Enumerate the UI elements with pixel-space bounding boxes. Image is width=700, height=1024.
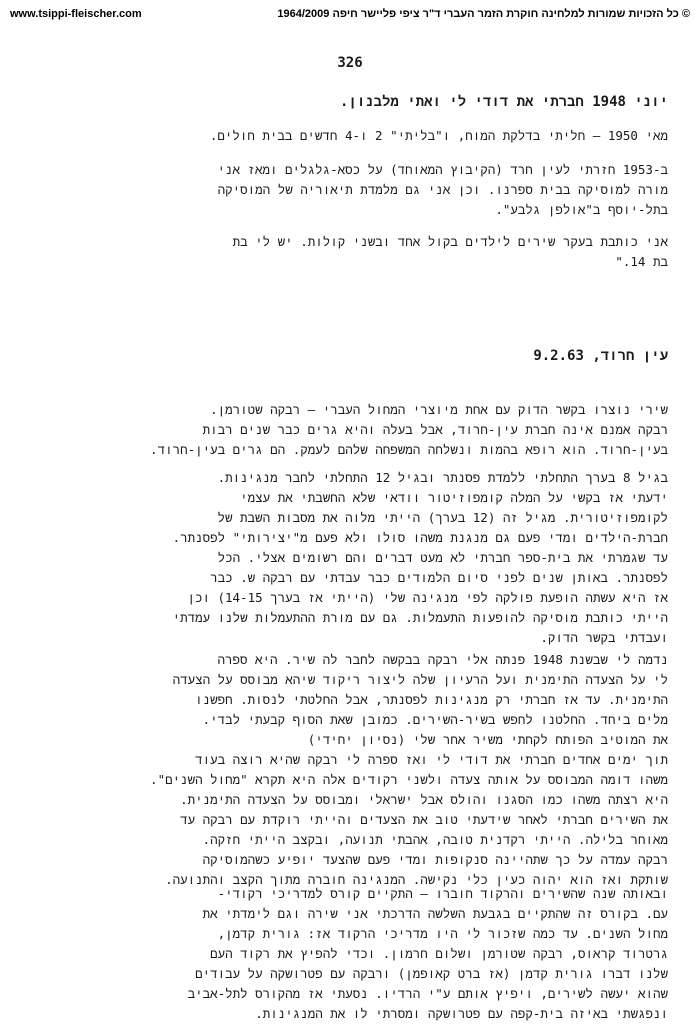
text-line: מלים ביחד. החלטנו לחפש בשיר-השירים. כמובן שאת הסוף קבעתי לבדי.: [202, 712, 668, 727]
dateline-ein-harod: [38, 346, 668, 366]
text-line: אז היא עשתה הופעת פולקה לפי מנגינה שלי (הייתי אז בערך 14-15) וכן: [187, 590, 668, 605]
text-line: לפסנתר. באותן שנים לפני סיום הלמודים כבר עבדתי עם רבקה ש. כבר: [210, 570, 668, 585]
paragraph-childhood: [38, 468, 668, 648]
text-line: בת 14.": [615, 254, 668, 269]
text-line: ונפגשתי באיזה בית-קפה עם פטרושקה ומסרתי לו את המנגינות.: [255, 1006, 668, 1021]
paragraph-1953: [38, 160, 668, 220]
page-number: 326: [337, 55, 363, 71]
text-line: עד שגמרתי את בית-ספר חברתי לא מעט דברים והם רשומים אצלי. הכל: [217, 550, 668, 565]
text-line: היא רצתה משהו כמו הסגנו והולס אבל ישראלי ומבוסס על הצעדה התימנית.: [180, 792, 668, 807]
text-line: עם. בקורס זה שהתקיים בגבעת השלשה הדרכתי אני שירה וגם לימדתי את: [202, 906, 668, 921]
text-line: משהו דומה המבוסס על אותה צעדה ולשני רקודים אלה היא תקרא "מחול השנים".: [150, 772, 668, 787]
text-line: שותקת ואז הוא יהוה כעין כלי נקישה. המנגינה חוברה מתוך הקצב והתנועה.: [165, 872, 668, 887]
text-line: לקומפוזיטורית. מגיל זה (12 בערך) הייתי מלוה את מסבות השבת של: [217, 510, 668, 525]
text-line: ידעתי אז בקשי על המלה קומפוזיטור וודאי שלא החשבתי את עצמי: [240, 490, 668, 505]
text-line: התימנית. עד אז חברתי רק מנגינות לפסנתר, אבל החלטתי לנסות. חפשנו: [195, 692, 668, 707]
paragraph-may-1950: [38, 126, 668, 146]
text-line: תוך ימים אחדים חברתי את דודי לי ואז ספרה לי רבקה שהיא רוצה בעוד: [195, 752, 668, 767]
copyright-notice: © כל הזכויות שמורות למלחינה חוקרת הזמר העברי ד"ר ציפי פליישר חיפה 1964/2009: [277, 8, 690, 20]
text-line: רבקה אמנם אינה חברת עין-חרוד, אבל בעלה והיא גרים כבר שנים רבות: [202, 422, 668, 437]
text-line: את המוטיב הפותח לקחתי משיר אחר שלי (נסיון יחידי): [307, 732, 668, 747]
site-url[interactable]: www.tsippi-fleischer.com: [10, 8, 142, 20]
text-line: ועבדתי בקשר הדוק.: [540, 630, 668, 645]
text-line: שהוא יעשה לשירים, ויפיץ אותם ע"י הרדיו. נסעתי אז מהקורס לתל-אביב: [187, 986, 668, 1001]
text-line: בתל-יוסף ב"אולפן גלבע".: [495, 202, 668, 217]
text-line: מאי 1950 – חליתי בדלקת המוח, ו"בליתי" 2 ו-4 חדשים בבית חולים.: [209, 128, 668, 143]
text-line: מחול השנים. עד כמה שזכור לי היו מדריכי הרקוד אז: גורית קדמן,: [217, 926, 668, 941]
paragraph-children-songs: [38, 232, 668, 272]
text-line: נדמה לי שבשנת 1948 פנתה אלי רבקה בבקשה לחבר לה שיר. היא ספרה: [217, 652, 668, 667]
text-line: רבקה עמדה על כך שתהיינה סנקופות ומדי פעם שהצעד יופיע כשהמוסיקה: [202, 852, 668, 867]
paragraph-june-1948: [38, 92, 668, 112]
text-line: ובאותה שנה שהשירים והרקוד חוברו – התקיים קורס למדריכי רקודי-: [217, 886, 668, 901]
text-line: בעין-חרוד. הוא רופא בהמות ונשלחה המשפחה שלהם לעמק. הם גרים בעין-חרוד.: [150, 442, 668, 457]
paragraph-course: [38, 884, 668, 1024]
text-line: חברת-הילדים ומדי פעם גם מנגנת משהו סולו ולא פעם מ"יצירותי" לפסנתר.: [172, 530, 668, 545]
text-line: שלנו דברו גורית קדמן (אז ברט קאופמן) ורבקה עם פטרושקה על עבודים: [195, 966, 668, 981]
text-line: יוני 1948 חברתי את דודי לי ואתי מלבנון.: [340, 94, 668, 110]
text-line: הייתי כותבת מוסיקה להופעות התעמלות. גם עם מורת ההתעמלות שלנו עמדתי: [172, 610, 668, 625]
text-line: ב-1953 חזרתי לעין חרד (הקיבוץ המאוחד) על כסא-גלגלים ומאז אני: [217, 162, 668, 177]
text-line: מאוחר בלילה. הייתי רקדנית טובה, אהבתי תנועה, ובקצב הייתי חזקה.: [202, 832, 668, 847]
text-line: שירי נוצרו בקשר הדוק עם אחת מיוצרי המחול העברי – רבקה שטורמן.: [210, 402, 668, 417]
paragraph-1948-song: [38, 650, 668, 890]
text-line: בגיל 8 בערך התחלתי ללמדת פסנתר ובגיל 12 התחלתי לחבר מנגינות.: [217, 470, 668, 485]
paragraph-rivka-sturman: [38, 400, 668, 460]
text-line: לי על הצעדה התימנית ועל הרעיון שלה ליצור ריקוד שיהא מבוסס על הצעדה: [172, 672, 668, 687]
text-line: מורה למוסיקה בבית ספרנו. וכן אני גם מלמדת תיאוריה של המוסיקה: [217, 182, 668, 197]
text-line: עין חרוד, 9.2.63: [533, 348, 668, 364]
text-line: את השירים חברתי לאחר שידעתי טוב את הצעדים והייתי רוקדת עם רבקה עד: [180, 812, 668, 827]
text-line: אני כותבת בעקר שירים לילדים בקול אחד ובשני קולות. יש לי בת: [232, 234, 668, 249]
text-line: גרטרוד קראוס, רבקה שטורמן ושלום חרמון. וכדי להפיץ את רקוד העם: [210, 946, 668, 961]
